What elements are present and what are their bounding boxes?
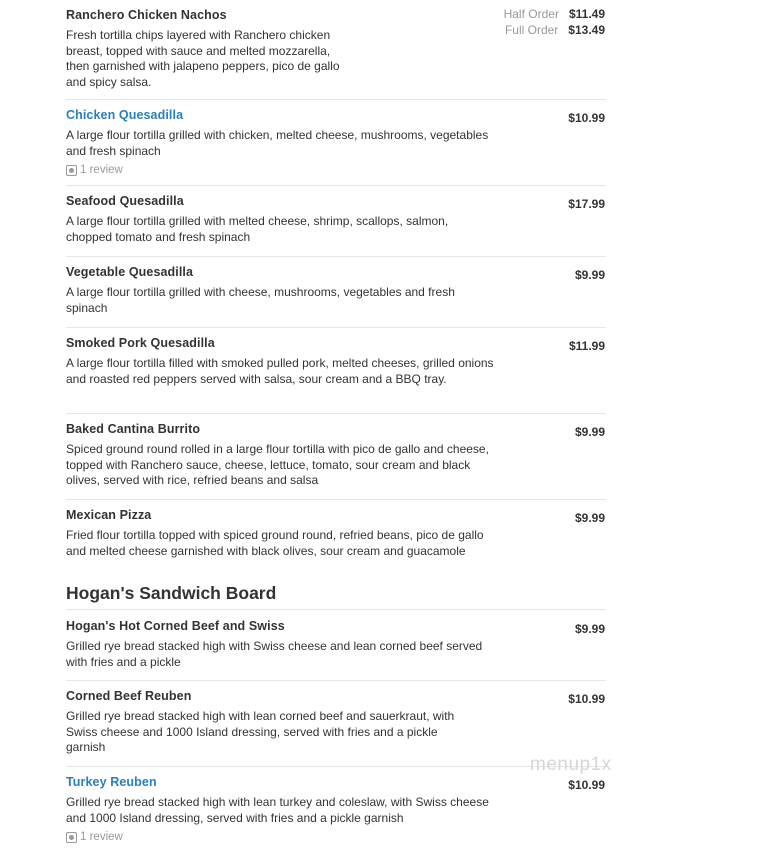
item-description: A large flour tortilla grilled with chicken, melted cheese, mushrooms, vegetables and fresh spinach	[66, 128, 489, 158]
review-count: 1 review	[80, 164, 123, 176]
price-list	[568, 195, 605, 213]
item-description: A large flour tortilla grilled with melted cheese, shrimp, scallops, salmon, chopped tomato and fresh spinach	[66, 214, 449, 244]
item-name-link[interactable]: Turkey Reuben	[66, 775, 157, 789]
menu-section-1	[66, 0, 606, 570]
price: $10.99	[568, 692, 605, 706]
price: $11.99	[568, 339, 605, 353]
item-name: Seafood Quesadilla	[66, 194, 184, 208]
price-list	[568, 109, 605, 127]
watermark-logo: menup1x	[530, 754, 612, 775]
item-name-link[interactable]: Chicken Quesadilla	[66, 108, 184, 122]
price: $10.99	[568, 111, 605, 125]
price-label: Half Order	[503, 7, 559, 21]
item-description: Spiced ground round rolled in a large flour tortilla with pico de gallo and cheese, topped with Ranchero sauce, cheese, lettuce, tomato, sour cream and black olives, served with rice, refried beans and salsa	[66, 442, 489, 487]
review-link[interactable]	[66, 831, 606, 843]
menu-section-2	[66, 609, 606, 852]
item-description: Grilled rye bread stacked high with lean turkey and coleslaw, with Swiss cheese and 1000 Island dressing, served with fries and a pickle garnish	[66, 795, 489, 825]
item-name: Corned Beef Reuben	[66, 689, 192, 703]
review-icon	[66, 832, 77, 843]
review-icon	[66, 165, 77, 176]
item-description: Grilled rye bread stacked high with Swiss cheese and lean corned beef served with fries and a pickle	[66, 639, 483, 669]
price: $9.99	[574, 511, 605, 525]
menu-item	[66, 610, 606, 681]
item-description: Fresh tortilla chips layered with Ranchero chicken breast, topped with sauce and melted mozzarella, then garnished with jalapeno peppers, pico de gallo and spicy salsa.	[66, 28, 340, 89]
price-list	[575, 620, 605, 638]
menu-item	[66, 500, 606, 570]
menu-item	[66, 681, 606, 767]
price-list	[575, 266, 605, 284]
menu-item	[66, 257, 606, 328]
price: $9.99	[574, 622, 605, 636]
price: $17.99	[568, 197, 605, 211]
item-name: Ranchero Chicken Nachos	[66, 8, 227, 22]
item-name: Baked Cantina Burrito	[66, 422, 201, 436]
menu-item	[66, 0, 606, 100]
price-label: Full Order	[504, 22, 559, 37]
price-list	[569, 337, 605, 355]
review-count: 1 review	[80, 831, 123, 843]
menu-item	[66, 328, 606, 414]
price-list	[575, 509, 605, 527]
item-name: Hogan's Hot Corned Beef and Swiss	[66, 619, 285, 633]
price-list	[575, 423, 605, 441]
price-row	[488, 23, 605, 39]
item-description: Grilled rye bread stacked high with lean corned beef and sauerkraut, with Swiss cheese and 1000 Island dressing, served with fries and a pickle garnish	[66, 709, 455, 754]
menu-item	[66, 414, 606, 500]
item-name: Vegetable Quesadilla	[66, 265, 194, 279]
item-name: Smoked Pork Quesadilla	[66, 336, 215, 350]
price-list	[568, 690, 605, 708]
review-link[interactable]	[66, 164, 606, 176]
menu-item	[66, 186, 606, 257]
section-heading: Hogan's Sandwich Board	[66, 583, 277, 603]
item-description: A large flour tortilla grilled with cheese, mushrooms, vegetables and fresh spinach	[66, 285, 455, 315]
price: $11.49	[568, 7, 605, 21]
price-list	[488, 7, 605, 38]
price: $10.99	[568, 778, 605, 792]
price: $9.99	[574, 425, 605, 439]
item-name: Mexican Pizza	[66, 508, 152, 522]
item-description: Fried flour tortilla topped with spiced ground round, refried beans, pico de gallo and melted cheese garnished with black olives, sour cream and guacamole	[66, 528, 484, 558]
item-description: A large flour tortilla filled with smoked pulled pork, melted cheeses, grilled onions and roasted red peppers served with salsa, sour cream and a BBQ tray.	[66, 356, 494, 386]
price-row	[488, 7, 605, 23]
menu-item	[66, 100, 606, 186]
menu-item	[66, 767, 606, 852]
price: $13.49	[568, 22, 605, 37]
price-list	[568, 776, 605, 794]
price: $9.99	[574, 268, 605, 282]
